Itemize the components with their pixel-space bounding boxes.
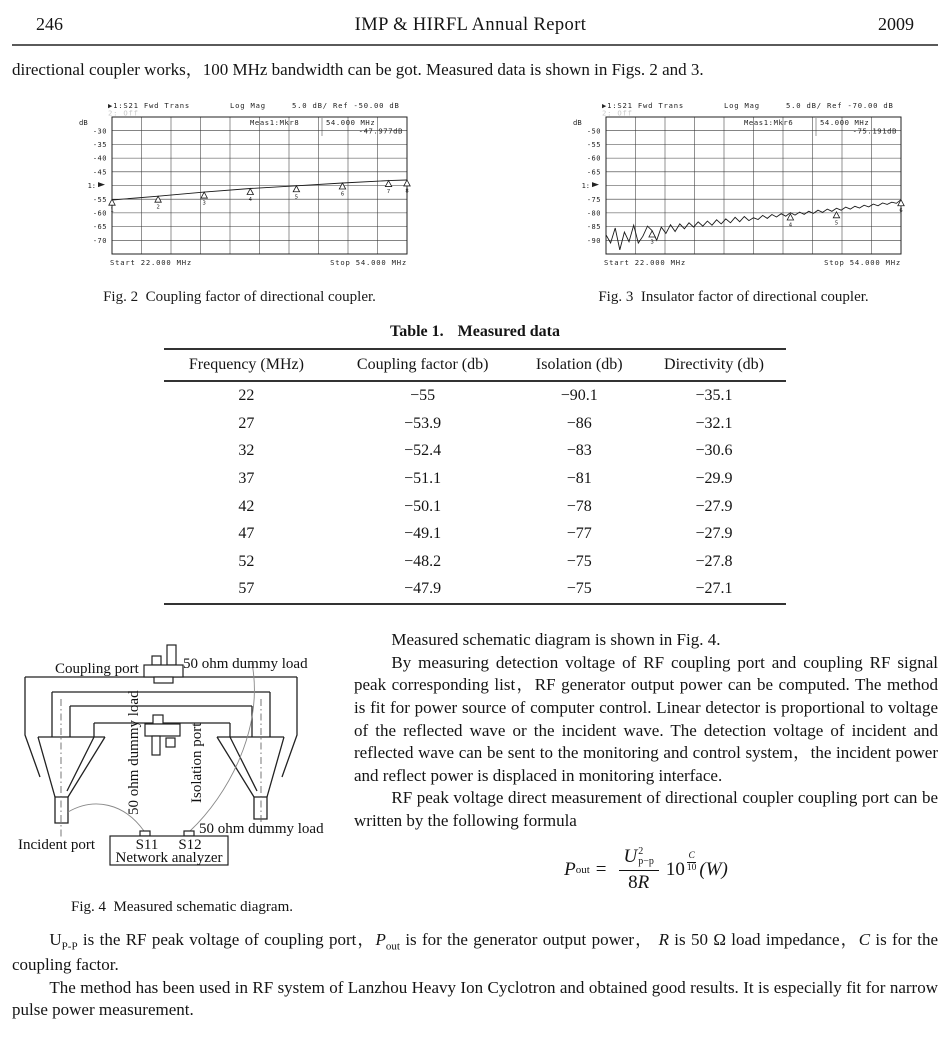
y-tick-label: -65 [586,168,601,177]
top-connector-flange [154,677,173,683]
formula-fraction [619,846,659,894]
table-cell: −75 [566,552,592,570]
y-tick-label: -40 [92,155,107,164]
table-title-label: Table 1. [389,323,444,341]
p-subscript: out [385,940,400,953]
dummy-load-top-label: 50 ohm dummy load [183,656,308,673]
insulator-factor-chart [561,99,906,274]
table-cell: −51.1 [404,470,442,488]
table-cell: −81 [566,470,592,488]
formula-P-sub: out [575,863,590,876]
svg-text:5: 5 [294,194,299,201]
table-title-text: Measured data [457,323,561,341]
y-axis-unit: dB [573,118,582,128]
dummy-load-mid-label: 50 ohm dummy load [126,690,142,816]
table-cell: −86 [566,414,592,432]
ref-marker-arrow [98,183,105,188]
u-subscript: P-P [61,940,78,953]
table-cell: −77 [566,525,592,543]
mid-connector-pin [152,736,160,755]
table-column-header: Frequency (MHz) [164,349,329,381]
s12-port [184,831,194,836]
formula-den-coef: 8 [628,871,638,893]
network-analyzer-label: Network analyzer [115,850,223,867]
body-paragraph-2: By measuring detection voltage of RF coupling port and coupling RF signal peak corresponding list，RF generator output power can be computed. The method is fit for power source of computer control. Linear detector is proportional to voltage of the reflected wave or the incident wave. The detection voltage of incident and reflected wave can be sent to the monitoring and control system，the incident power and reflect power is displaced in monitoring interface. [354,652,938,785]
footer-text-1: is the RF peak voltage of coupling port， [77,930,376,950]
table-cell: 37 [238,470,255,488]
y-tick-label: -35 [92,141,107,150]
start-freq-label: Start 22.000 MHz [110,258,193,268]
c-symbol: C [858,930,871,950]
analyzer-screen [573,101,904,267]
y-tick-label: -50 [586,127,601,136]
y-tick-label: -70 [92,237,107,246]
table-row [164,381,786,410]
y-tick-label: -90 [586,237,601,246]
bottom-columns [12,629,938,916]
page-number: 246 [36,14,63,34]
y-tick-label: -55 [586,141,601,150]
footer-text-3: is 50 Ω load impedance， [668,930,859,950]
formula-exp-num: C [688,851,695,862]
grid [606,117,901,254]
figure-2 [67,99,412,306]
table-cell: −50.1 [404,497,442,515]
dummy-load-bottom-label: 50 ohm dummy load [199,821,324,838]
figure-3-caption: Fig. 3 Insulator factor of directional coupler. [598,289,869,306]
formula-U: U [623,845,638,867]
measurement-schematic-diagram [12,629,347,891]
marker-readout-freq: 54.000 MHz [820,118,870,128]
diagram-labels [18,656,324,866]
marker-readout-label: Meas1:Mkr6 [744,118,794,128]
marker-readout-freq: 54.000 MHz [326,118,376,128]
table-cell: −27.1 [695,580,733,598]
table-cell: 32 [238,442,255,460]
formula-P: P [564,858,576,880]
body-text-column [352,629,938,916]
table-cell: −27.8 [695,552,733,570]
y-tick-label: -60 [92,209,107,218]
y-tick-label: -45 [92,168,107,177]
grid [112,117,407,254]
table-cell: 22 [238,387,255,405]
s11-label: S11 [135,837,159,854]
report-year: 2009 [877,14,914,34]
marker-readout-value: -47.977dB [358,126,403,136]
formula-exponent [687,851,697,874]
coupling-factor-chart [67,99,412,274]
r-symbol: R [658,930,669,950]
y-tick-label: -80 [586,209,601,218]
formula-U-sup: 2 [638,845,644,857]
formula-base-ten: 10 [665,858,685,880]
footer-text [12,929,938,1022]
formula-U-sub: p−p [638,856,654,868]
report-title: IMP & HIRFL Annual Report [354,15,587,35]
table-cell: −55 [410,387,436,405]
figures-row [12,99,938,306]
table-row [164,410,786,438]
table-row [164,493,786,521]
footer-paragraph-2: The method has been used in RF system of Lanzhou Heavy Ion Cyclotron and obtained good results. It is especially fit for narrow pulse power measurement. [12,977,938,1020]
measured-data-table [164,348,786,605]
table-body [164,381,786,604]
formula-exp-den: 10 [686,863,697,874]
table-cell: −49.1 [404,525,442,543]
stop-freq-label: Stop 54.000 MHz [330,258,407,268]
svg-text:3: 3 [202,201,206,208]
coupler-outline [25,677,297,823]
s11-port [140,831,150,836]
svg-text:4: 4 [248,197,252,204]
page-header [12,10,938,36]
analyzer-screen [79,101,410,267]
table-cell: −47.9 [404,580,442,598]
table-cell: −53.9 [404,414,442,432]
marker-readout-label: Meas1:Mkr8 [250,118,300,128]
svg-text:8: 8 [405,188,409,195]
svg-text:1: 1 [110,208,114,215]
scale-ref-label: 5.0 dB/ Ref -70.00 dB [786,101,894,111]
trace2-label: 2: Off [602,108,633,118]
s12-label: S12 [178,837,202,854]
y-tick-label: -65 [92,223,107,232]
svg-text:6: 6 [340,191,345,198]
footer-paragraph-1 [12,929,938,977]
y-tick-label: -75 [586,196,601,205]
mid-connector-nut [153,715,163,724]
table-header-row [164,349,786,381]
table-row [164,576,786,605]
table-cell: 42 [238,497,255,515]
svg-text:5: 5 [834,220,839,227]
formula-unit: (W) [699,858,728,880]
start-freq-label: Start 22.000 MHz [604,258,687,268]
figure-3 [561,99,906,306]
svg-text:3: 3 [650,239,654,246]
table-column-header: Coupling factor (db) [329,349,517,381]
table-cell: −83 [566,442,592,460]
table-cell: 27 [238,414,255,432]
ref-marker-label: 1: [581,182,590,191]
isolation-port-label: Isolation port [189,722,205,804]
footer-text-2: is for the generator output power， [399,930,659,950]
y-tick-label: -55 [92,196,107,205]
trace-label: ▶1:S21 Fwd Trans [602,101,685,111]
scale-ref-label: 5.0 dB/ Ref -50.00 dB [292,101,400,111]
top-connector-body [144,665,183,677]
table-cell: −29.9 [695,470,733,488]
table-cell: −30.6 [695,442,733,460]
top-connector-pin [167,645,176,665]
table-row [164,438,786,466]
footer-text-4: is for the coupling factor. [12,930,938,975]
figure-2-caption: Fig. 2 Coupling factor of directional coupler. [103,289,376,306]
table-row [164,465,786,493]
table-cell: 52 [238,552,255,570]
svg-text:7: 7 [386,189,391,196]
table-cell: −27.9 [695,525,733,543]
stop-freq-label: Stop 54.000 MHz [824,258,901,268]
trace2-label: 2: Off [108,108,139,118]
table-cell: −78 [566,497,592,515]
y-tick-label: -60 [586,155,601,164]
table-row [164,520,786,548]
table-column-header: Directivity (db) [642,349,786,381]
table-title [12,323,938,341]
y-tick-label: -85 [586,223,601,232]
figure-4 [12,629,352,916]
table-cell: −75 [566,580,592,598]
format-label: Log Mag [230,101,266,111]
ref-marker-arrow [592,183,599,188]
coupling-port-label: Coupling port [55,661,139,678]
output-power-formula [354,846,938,894]
table-cell: −52.4 [404,442,442,460]
body-paragraph-1: Measured schematic diagram is shown in Fig. 4. [391,630,721,650]
table-cell: −27.9 [695,497,733,515]
format-label: Log Mag [724,101,760,111]
u-symbol: U [49,930,62,950]
header-rule [12,44,938,46]
table-cell: −90.1 [560,387,598,405]
marker-readout-value: -75.191dB [852,126,897,136]
svg-text:6: 6 [899,208,903,215]
table-column-header: Isolation (db) [517,349,643,381]
table-cell: −32.1 [695,414,733,432]
svg-text:2: 2 [156,205,160,212]
cables [68,663,254,831]
incident-port-label: Incident port [18,837,96,854]
svg-text:4: 4 [788,222,793,229]
figure-4-caption: Fig. 4 Measured schematic diagram. [70,899,294,916]
intro-paragraph: directional coupler works，100 MHz bandwidth can be got. Measured data is shown in Figs. 2 and 3. [12,60,704,79]
mid-connector-tab [166,738,175,747]
table-cell: 57 [238,580,255,598]
p-symbol: P [375,930,386,950]
table-cell: −48.2 [404,552,442,570]
trace-markers [649,200,904,246]
ref-marker-label: 1: [87,182,96,191]
body-paragraph-3: RF peak voltage direct measurement of directional coupler coupling port can be written by the following formula [354,788,938,831]
formula-equals: = [595,858,607,880]
trace-label: ▶1:S21 Fwd Trans [108,101,191,111]
table-head [164,349,786,381]
top-connector-nut [152,656,161,665]
table-cell: −35.1 [695,387,733,405]
mid-connector-body [145,724,180,736]
table-row [164,548,786,576]
formula-den-var: R [637,871,650,893]
y-tick-label: -30 [92,127,107,136]
y-axis-unit: dB [79,118,88,128]
table-cell: 47 [238,525,255,543]
